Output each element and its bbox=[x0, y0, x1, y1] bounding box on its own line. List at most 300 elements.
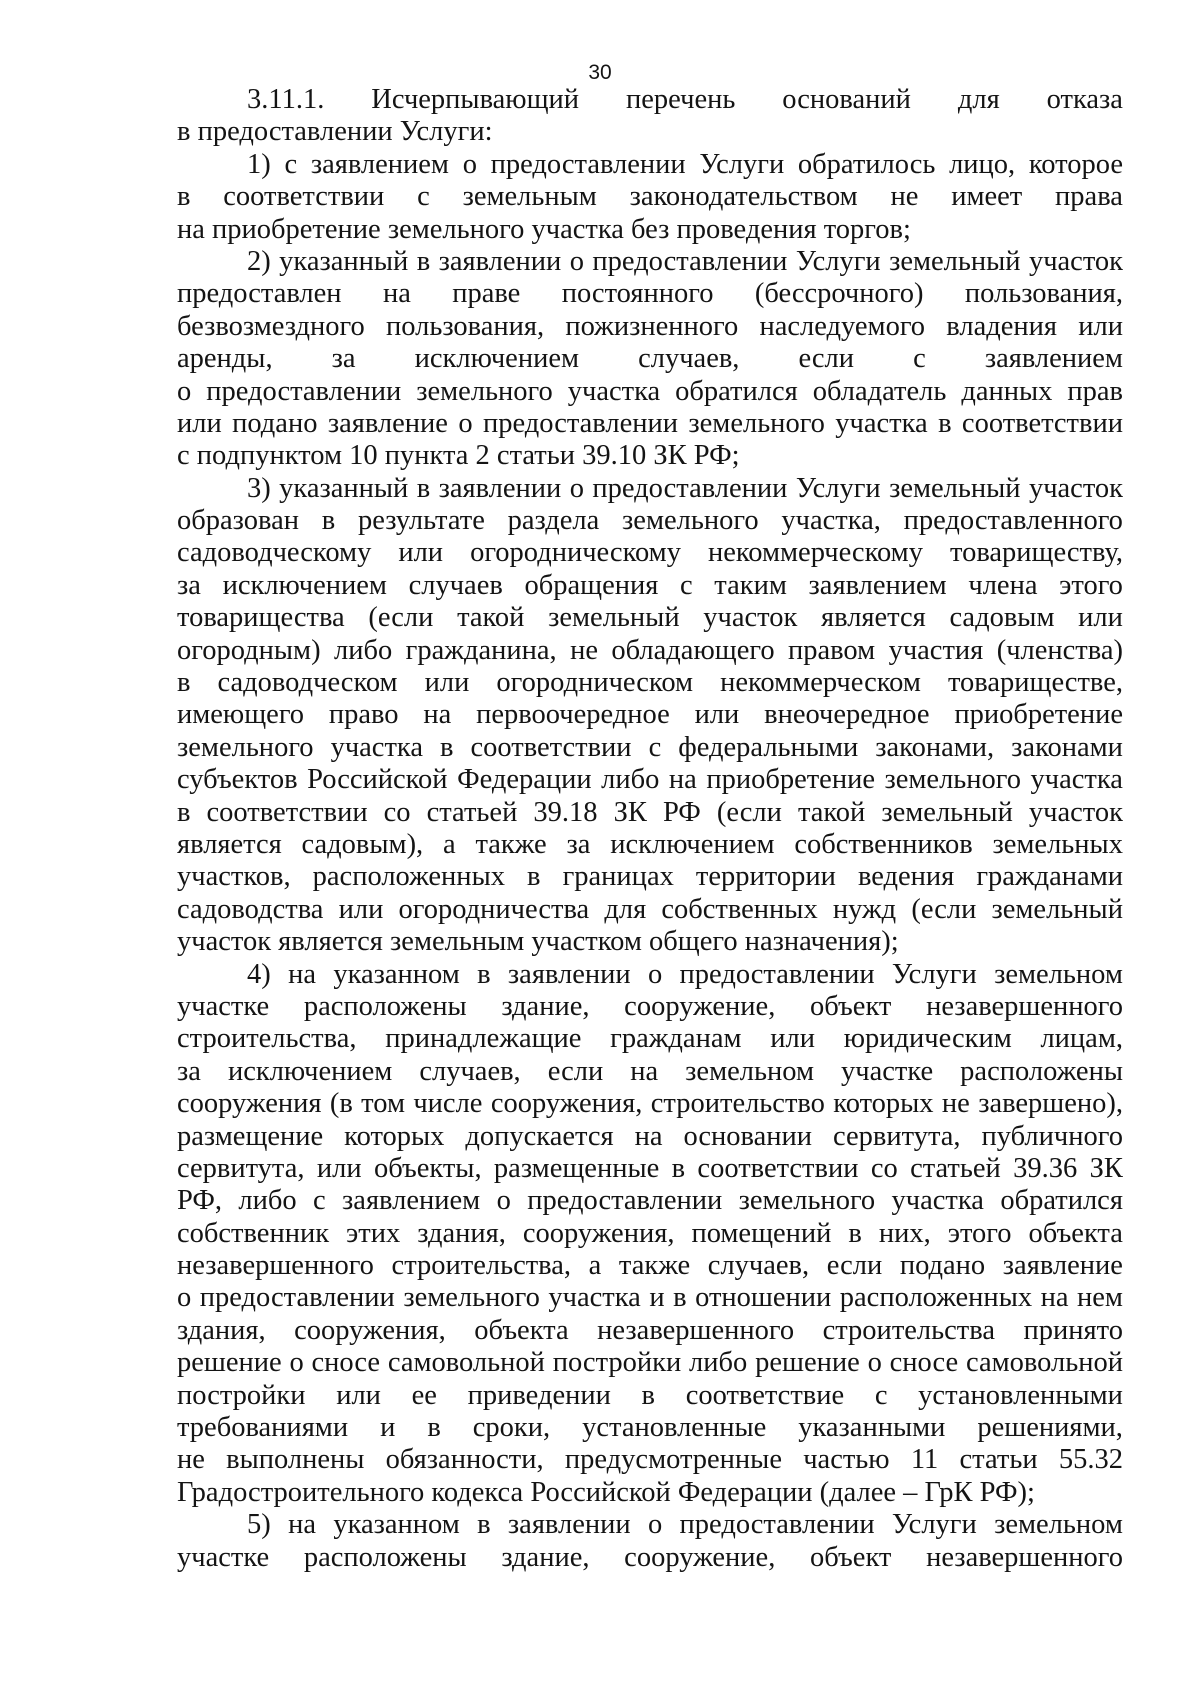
word: или bbox=[177, 407, 222, 439]
text-line bbox=[177, 1444, 1123, 1476]
word: допускается bbox=[465, 1120, 614, 1152]
word: на bbox=[288, 958, 316, 990]
word: статьей bbox=[910, 1152, 1001, 1184]
word: участия bbox=[888, 634, 984, 666]
word: установленными bbox=[918, 1379, 1123, 1411]
text-line bbox=[177, 278, 1123, 310]
word: указанный bbox=[279, 245, 409, 277]
word: строительства bbox=[822, 1314, 995, 1346]
word: о bbox=[177, 1282, 192, 1314]
text-line bbox=[177, 537, 1123, 569]
word: 3) bbox=[247, 472, 271, 504]
word: Исчерпывающий bbox=[371, 84, 580, 115]
text-line bbox=[177, 570, 1123, 602]
word: с bbox=[913, 343, 926, 375]
word: с bbox=[417, 181, 430, 213]
word: имеющего bbox=[177, 699, 305, 731]
word: основании bbox=[683, 1120, 813, 1152]
word: соответствии bbox=[223, 181, 385, 213]
word: заявлением bbox=[808, 569, 947, 601]
word: собственных bbox=[661, 893, 818, 925]
word: права bbox=[1055, 181, 1123, 213]
word: если bbox=[798, 343, 854, 375]
word: о bbox=[569, 245, 584, 277]
word: за bbox=[566, 828, 591, 860]
word: постройки bbox=[177, 1379, 306, 1411]
text-line bbox=[177, 699, 1123, 731]
word: сервитута, bbox=[833, 1120, 961, 1152]
word: огородническом bbox=[496, 667, 694, 699]
word: приобретение bbox=[954, 699, 1123, 731]
text-line bbox=[177, 894, 1123, 926]
word: указанном bbox=[333, 1509, 460, 1541]
word: если bbox=[826, 1250, 883, 1282]
word: со bbox=[870, 1152, 898, 1184]
word: огородничества bbox=[398, 893, 590, 925]
word: установленные bbox=[582, 1412, 767, 1444]
word: принято bbox=[1023, 1314, 1123, 1346]
word: строительства, bbox=[391, 1250, 572, 1282]
word: случаев, bbox=[707, 1250, 810, 1282]
word: подано bbox=[899, 1250, 986, 1282]
text-line bbox=[177, 667, 1123, 699]
word: перечень bbox=[626, 84, 736, 115]
word: которое bbox=[1028, 148, 1123, 180]
word: садоводческом bbox=[217, 667, 398, 699]
text-line bbox=[177, 861, 1123, 893]
text-line bbox=[177, 1218, 1123, 1250]
word: Услуги bbox=[891, 1509, 977, 1541]
word: 4) bbox=[247, 958, 271, 990]
word: также bbox=[618, 1250, 691, 1282]
word: земельный bbox=[881, 796, 1013, 828]
word: отношении bbox=[695, 1282, 832, 1314]
word: участок bbox=[1028, 796, 1123, 828]
word: Федерации bbox=[457, 764, 592, 796]
word: сооружения bbox=[177, 1088, 322, 1120]
word: раздела bbox=[507, 505, 600, 537]
word: садовым bbox=[949, 602, 1055, 634]
word: земельного bbox=[403, 1282, 540, 1314]
word: объекта bbox=[1028, 1217, 1123, 1249]
word: земельного bbox=[622, 505, 759, 537]
word: гражданами bbox=[976, 861, 1123, 893]
word: Услуги bbox=[699, 148, 785, 180]
word: либо bbox=[601, 764, 660, 796]
word: обладатель bbox=[812, 375, 947, 407]
word: первоочередное bbox=[476, 699, 670, 731]
word: участке bbox=[177, 990, 270, 1022]
word: законодательством bbox=[629, 181, 858, 213]
word: для bbox=[604, 893, 647, 925]
word: ЗК bbox=[1089, 1152, 1123, 1184]
word: 3.11.1. bbox=[247, 84, 325, 115]
word: не bbox=[890, 181, 919, 213]
word: 11 bbox=[910, 1444, 939, 1476]
word: соответствии bbox=[206, 796, 368, 828]
text-line bbox=[177, 829, 1123, 861]
word: предоставлении bbox=[679, 1509, 875, 1541]
word: либо bbox=[689, 1347, 748, 1379]
word: земельным bbox=[462, 181, 597, 213]
word: в bbox=[321, 505, 336, 537]
word: товариществе, bbox=[947, 667, 1123, 699]
word: незавершенного bbox=[926, 1541, 1123, 1573]
word: законами, bbox=[875, 731, 995, 763]
word: садоводства bbox=[177, 893, 324, 925]
word: о bbox=[569, 472, 584, 504]
word: либо bbox=[238, 1185, 297, 1217]
word: наследуемого bbox=[759, 310, 926, 342]
word: огородным) bbox=[177, 634, 321, 666]
word: указанными bbox=[798, 1412, 946, 1444]
word: с bbox=[679, 569, 693, 601]
word: указанном bbox=[333, 958, 460, 990]
word: обратилось bbox=[797, 148, 936, 180]
word: является bbox=[821, 602, 926, 634]
text-line: с подпунктом 10 пункта 2 статьи 39.10 ЗК РФ; bbox=[177, 440, 740, 472]
word: участка bbox=[548, 1282, 641, 1314]
word: указанный bbox=[279, 472, 409, 504]
word: участке bbox=[841, 1055, 934, 1087]
word: оснований bbox=[782, 84, 911, 115]
word: предоставлен bbox=[177, 278, 342, 310]
word: размещенные bbox=[493, 1152, 660, 1184]
word: том bbox=[361, 1088, 405, 1120]
word: земельного bbox=[688, 407, 825, 439]
word: заявлении bbox=[438, 245, 562, 277]
word: в bbox=[440, 731, 454, 763]
word: не bbox=[177, 1444, 205, 1476]
word: принадлежащие bbox=[385, 1023, 582, 1055]
word: и bbox=[380, 1412, 396, 1444]
word: расположены bbox=[303, 990, 467, 1022]
word: за bbox=[177, 1055, 201, 1087]
word: статьей bbox=[426, 796, 518, 828]
word: Услуги bbox=[891, 958, 977, 990]
word: земельного bbox=[738, 1185, 876, 1217]
word: с bbox=[648, 731, 662, 763]
word: Российской bbox=[307, 764, 448, 796]
word: объект bbox=[810, 1541, 892, 1573]
word: земельном bbox=[685, 1055, 814, 1087]
word: Услуги bbox=[795, 472, 881, 504]
word: числе bbox=[413, 1088, 483, 1120]
word: а bbox=[588, 1250, 602, 1282]
word: заявлении bbox=[507, 958, 631, 990]
word: объекта bbox=[474, 1314, 569, 1346]
word: сооружение, bbox=[624, 990, 776, 1022]
word: гражданина, bbox=[405, 634, 557, 666]
word: сооружения, bbox=[522, 1217, 675, 1249]
word: пользования, bbox=[385, 310, 545, 342]
word: на bbox=[634, 1120, 663, 1152]
word: право bbox=[328, 699, 399, 731]
text-line bbox=[177, 602, 1123, 634]
word: участка bbox=[330, 731, 423, 763]
word: гражданам bbox=[610, 1023, 742, 1055]
word: является bbox=[177, 828, 282, 860]
word: заявление bbox=[327, 407, 448, 439]
text-line bbox=[177, 181, 1123, 213]
word: предоставленного bbox=[903, 505, 1123, 537]
word: предоставлении bbox=[482, 407, 678, 439]
text-line bbox=[177, 797, 1123, 829]
word: сооружения, bbox=[490, 1088, 643, 1120]
word: (членства) bbox=[996, 634, 1123, 666]
word: заявлении bbox=[507, 1509, 631, 1541]
word: предоставлении bbox=[490, 148, 686, 180]
word: расположенных bbox=[839, 1282, 1033, 1314]
word: частью bbox=[803, 1444, 890, 1476]
word: самовольной bbox=[965, 1347, 1123, 1379]
text-line bbox=[177, 408, 1123, 440]
text-line bbox=[177, 991, 1123, 1023]
text-line: на приобретение земельного участка без проведения торгов; bbox=[177, 213, 911, 245]
word: с bbox=[874, 1379, 888, 1411]
word: юридическим bbox=[843, 1023, 1012, 1055]
word: в bbox=[527, 861, 541, 893]
word: заявлением bbox=[984, 343, 1123, 375]
word: обратился bbox=[675, 375, 798, 407]
word: такой bbox=[797, 796, 866, 828]
word: в bbox=[848, 1217, 862, 1249]
word: требованиями bbox=[177, 1412, 349, 1444]
word: сносе bbox=[889, 1347, 959, 1379]
word: соответствии bbox=[697, 1152, 859, 1184]
text-line bbox=[177, 635, 1123, 667]
word: участка, bbox=[781, 505, 881, 537]
word: земельный bbox=[889, 245, 1021, 277]
word: случаев bbox=[408, 569, 503, 601]
text-line: Градостроительного кодекса Российской Федерации (далее – ГрК РФ); bbox=[177, 1476, 1035, 1508]
word: или bbox=[316, 1152, 362, 1184]
word: на bbox=[1040, 1282, 1069, 1314]
word: участке bbox=[177, 1541, 270, 1573]
word: сносе bbox=[311, 1347, 381, 1379]
word: завершено), bbox=[978, 1088, 1123, 1120]
word: данных bbox=[961, 375, 1053, 407]
word: решение bbox=[755, 1347, 860, 1379]
word: исключением bbox=[414, 343, 580, 375]
word: или bbox=[770, 1023, 815, 1055]
word: пожизненного bbox=[565, 310, 739, 342]
word: сроки, bbox=[472, 1412, 551, 1444]
word: владения bbox=[946, 310, 1057, 342]
word: земельном bbox=[994, 1509, 1123, 1541]
word: или bbox=[398, 537, 444, 569]
word: них, bbox=[878, 1217, 931, 1249]
word: на bbox=[630, 1055, 659, 1087]
word: пользования, bbox=[964, 278, 1123, 310]
word: которых bbox=[833, 1088, 934, 1120]
word: земельном bbox=[994, 958, 1123, 990]
word: или bbox=[336, 1379, 381, 1411]
word: случаев, bbox=[419, 1055, 521, 1087]
word: участка bbox=[835, 407, 928, 439]
word: члена bbox=[968, 569, 1038, 601]
word: обязанности, bbox=[385, 1444, 544, 1476]
word: на bbox=[382, 278, 411, 310]
text-line bbox=[177, 1250, 1123, 1282]
word: на bbox=[423, 699, 452, 731]
text-line bbox=[177, 246, 1123, 278]
word: 5) bbox=[247, 1509, 271, 1541]
word: этого bbox=[1059, 569, 1123, 601]
word: участка bbox=[1030, 764, 1123, 796]
word: объект bbox=[810, 990, 892, 1022]
word: участка bbox=[891, 1185, 984, 1217]
word: о bbox=[867, 1347, 882, 1379]
word: самовольной bbox=[387, 1347, 545, 1379]
word: не bbox=[941, 1088, 970, 1120]
word: садовым), bbox=[301, 828, 424, 860]
word: 55.32 bbox=[1058, 1444, 1123, 1476]
word: незавершенного bbox=[597, 1314, 795, 1346]
word: участок bbox=[1028, 245, 1123, 277]
word: соответствие bbox=[685, 1379, 845, 1411]
word: предоставлении bbox=[199, 1282, 395, 1314]
word: законами bbox=[1011, 731, 1123, 763]
word: обратился bbox=[1000, 1185, 1123, 1217]
word: огородническому bbox=[470, 537, 681, 569]
word: (если bbox=[368, 602, 434, 634]
word: и bbox=[649, 1282, 665, 1314]
word: или bbox=[424, 667, 470, 699]
word: не bbox=[570, 634, 598, 666]
word: предоставлении bbox=[592, 245, 788, 277]
word: строительство bbox=[650, 1088, 825, 1120]
word: сооружения, bbox=[294, 1314, 446, 1346]
word: нем bbox=[1077, 1282, 1123, 1314]
word: публичного bbox=[981, 1120, 1123, 1152]
word: исключением bbox=[222, 569, 387, 601]
word: в bbox=[641, 1379, 656, 1411]
word: решение bbox=[177, 1347, 282, 1379]
word: исключением bbox=[610, 828, 775, 860]
word: предоставлении bbox=[206, 375, 402, 407]
word: (если bbox=[911, 893, 977, 925]
word: в bbox=[427, 1412, 441, 1444]
word: (в bbox=[329, 1088, 353, 1120]
word: о bbox=[462, 148, 477, 180]
word: 39.18 bbox=[533, 796, 598, 828]
word: заявлении bbox=[438, 472, 562, 504]
word: в bbox=[416, 472, 431, 504]
word: границах bbox=[562, 861, 674, 893]
word: предоставлении bbox=[679, 958, 875, 990]
word: сервитута, bbox=[177, 1152, 305, 1184]
text-line bbox=[177, 149, 1123, 181]
text-line bbox=[177, 505, 1123, 537]
text-line bbox=[177, 1185, 1123, 1217]
text-line bbox=[177, 1056, 1123, 1088]
word: объекты, bbox=[373, 1152, 482, 1184]
word: исключением bbox=[227, 1055, 393, 1087]
word: приобретение bbox=[706, 764, 875, 796]
word: РФ, bbox=[177, 1185, 223, 1217]
word: размещение bbox=[177, 1120, 324, 1152]
word: таким bbox=[714, 569, 787, 601]
word: такой bbox=[457, 602, 525, 634]
word: собственников bbox=[794, 828, 973, 860]
word: либо bbox=[334, 634, 393, 666]
word: земельный bbox=[889, 472, 1021, 504]
text-line bbox=[177, 84, 1123, 116]
word: ее bbox=[411, 1379, 437, 1411]
text-line bbox=[177, 959, 1123, 991]
word: или bbox=[338, 893, 384, 925]
word: помещений bbox=[691, 1217, 832, 1249]
word: также bbox=[475, 828, 547, 860]
word: участков, bbox=[177, 861, 291, 893]
word: земельный bbox=[991, 893, 1123, 925]
word: РФ bbox=[662, 796, 701, 828]
word: в bbox=[177, 667, 191, 699]
word: результате bbox=[357, 505, 485, 537]
word: если bbox=[547, 1055, 604, 1087]
word: незавершенного bbox=[926, 990, 1123, 1022]
word: предусмотренные bbox=[564, 1444, 782, 1476]
word: решениями, bbox=[977, 1412, 1123, 1444]
word: аренды, bbox=[177, 343, 273, 375]
word: или bbox=[1078, 602, 1123, 634]
word: некоммерческому bbox=[707, 537, 923, 569]
text-line bbox=[177, 1380, 1123, 1412]
word: обращения bbox=[524, 569, 659, 601]
word: которых bbox=[344, 1120, 445, 1152]
word: земельных bbox=[992, 828, 1123, 860]
word: ЗК bbox=[613, 796, 647, 828]
text-line: участок является земельным участком общего назначения); bbox=[177, 926, 899, 958]
word: статьи bbox=[959, 1444, 1038, 1476]
word: прав bbox=[1067, 375, 1123, 407]
text-line bbox=[177, 1121, 1123, 1153]
word: (если bbox=[716, 796, 782, 828]
word: правом bbox=[788, 634, 876, 666]
word: участок bbox=[1028, 472, 1123, 504]
text-line bbox=[177, 1315, 1123, 1347]
word: ведения bbox=[857, 861, 955, 893]
word: заявлением bbox=[310, 148, 449, 180]
word: в bbox=[477, 1509, 491, 1541]
text-line bbox=[177, 311, 1123, 343]
word: с bbox=[313, 1185, 326, 1217]
word: в bbox=[673, 1282, 687, 1314]
text-line bbox=[177, 1088, 1123, 1120]
word: соответствии bbox=[961, 407, 1123, 439]
word: некоммерческом bbox=[720, 667, 921, 699]
word: 1) bbox=[247, 148, 271, 180]
word: или bbox=[1078, 310, 1123, 342]
word: выполнены bbox=[226, 1444, 365, 1476]
word: в bbox=[177, 181, 191, 213]
word: на bbox=[288, 1509, 316, 1541]
word: нужд bbox=[832, 893, 897, 925]
word: здание, bbox=[501, 1541, 590, 1573]
word: внеочередное bbox=[764, 699, 930, 731]
word: случаев, bbox=[638, 343, 740, 375]
word: имеет bbox=[951, 181, 1023, 213]
word: со bbox=[383, 796, 411, 828]
word: соответствии bbox=[470, 731, 632, 763]
text-line bbox=[177, 343, 1123, 375]
word: здания, bbox=[417, 1217, 506, 1249]
word: предоставлении bbox=[527, 1185, 723, 1217]
word: с bbox=[284, 148, 298, 180]
word: о bbox=[177, 375, 192, 407]
word: праве bbox=[452, 278, 521, 310]
